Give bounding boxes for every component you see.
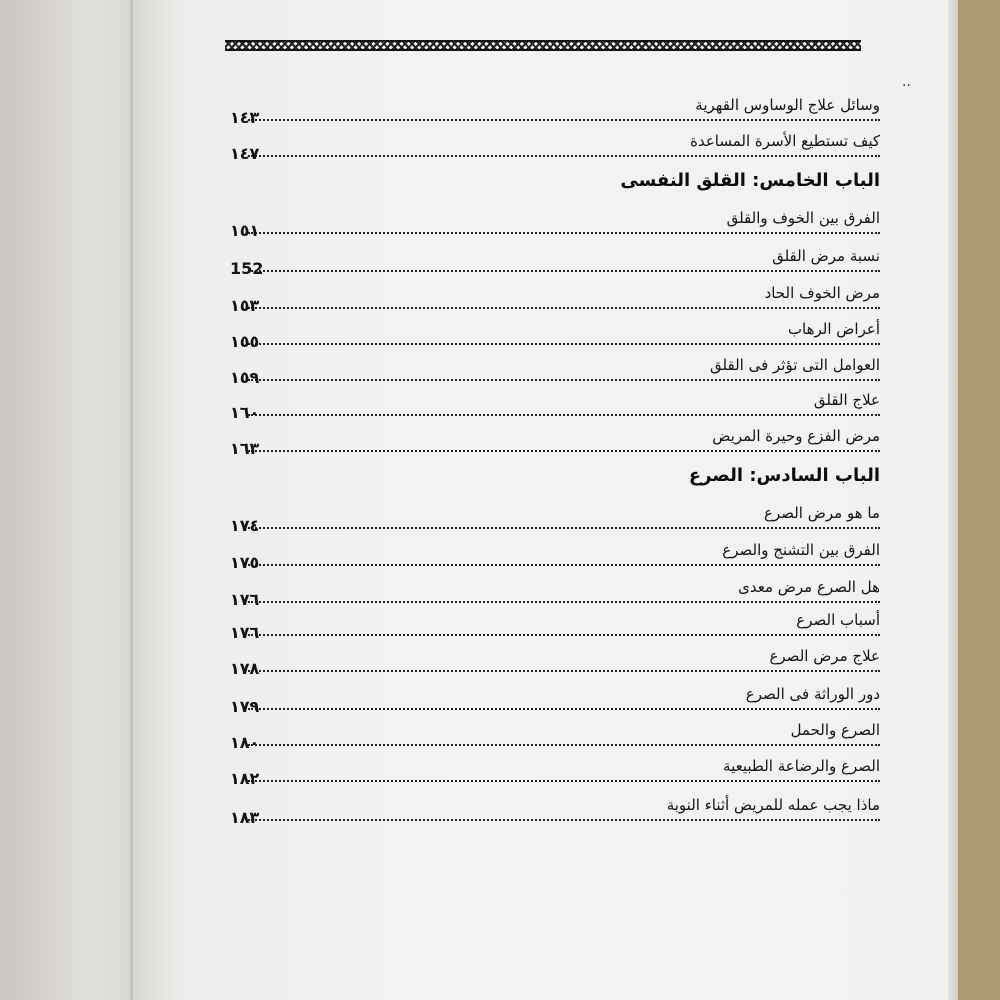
page-mark: .. [902, 74, 911, 90]
chapter-heading: الباب السادس: الصرع [688, 465, 880, 486]
toc-entry-title: مرض الخوف الحاد [764, 284, 880, 302]
dot-leader [248, 232, 880, 234]
dot-leader [248, 155, 880, 157]
dot-leader [248, 819, 880, 821]
dot-leader [248, 414, 880, 416]
toc-entry-title: أسباب الصرع [796, 611, 880, 629]
toc-entry-page: ١٧٦ [230, 590, 260, 609]
toc-entry-page: ١٥٣ [230, 296, 260, 315]
toc-entry-title: كيف تستطيع الأسرة المساعدة [690, 132, 880, 150]
toc-entry-title: علاج مرض الصرع [769, 647, 880, 665]
toc-entry-page: ١٨٣ [230, 808, 260, 827]
toc-entry-page: ١٧٥ [230, 553, 260, 572]
dot-leader [248, 601, 880, 603]
dot-leader [248, 270, 880, 272]
dot-leader [248, 708, 880, 710]
toc-entry-page: ١٦٠ [230, 403, 260, 422]
dot-leader [248, 119, 880, 121]
toc-entry-title: نسبة مرض القلق [772, 247, 880, 265]
toc-entry-title: ما هو مرض الصرع [764, 504, 880, 522]
toc-entry-page: ١٨٢ [230, 769, 260, 788]
toc-entry-title: مرض الفزع وحيرة المريض [712, 427, 880, 445]
toc-entry-title: الصرع والرضاعة الطبيعية [723, 757, 880, 775]
toc-entry-page: ١٧٨ [230, 659, 260, 678]
toc-entry-page: ١٥١ [230, 221, 260, 240]
toc-entry-title: دور الوراثة فى الصرع [745, 685, 880, 703]
dot-leader [248, 307, 880, 309]
chapter-heading: الباب الخامس: القلق النفسى [620, 170, 880, 191]
toc-entry-page: ١٧٩ [230, 697, 260, 716]
dot-leader [248, 527, 880, 529]
toc-entry-title: هل الصرع مرض معدى [738, 578, 880, 596]
toc-entry-title: العوامل التى تؤثر فى القلق [710, 356, 880, 374]
dot-leader [248, 780, 880, 782]
toc-entry-page: ١٥٩ [230, 368, 260, 387]
toc-entry-page: ١٧٤ [230, 516, 260, 535]
toc-entry-title: ماذا يجب عمله للمريض أثناء النوبة [666, 796, 880, 814]
toc-entry-page: ١٥٥ [230, 332, 260, 351]
toc-entry-title: علاج القلق [813, 391, 880, 409]
dot-leader [248, 634, 880, 636]
toc-entry-page: ١٤٧ [230, 144, 260, 163]
dot-leader [248, 450, 880, 452]
dot-leader [248, 670, 880, 672]
dot-leader [248, 744, 880, 746]
toc-entry-title: الفرق بين الخوف والقلق [726, 209, 880, 227]
toc-entry-page: ١٧٦ [230, 623, 260, 642]
toc-entry-page: ١٨٠ [230, 733, 260, 752]
toc-entry-page: ١٤٣ [230, 108, 260, 127]
toc-entry-page: ١٦٣ [230, 439, 260, 458]
toc-entry-title: الصرع والحمل [790, 721, 880, 739]
toc-entry-title: الفرق بين التشنج والصرع [722, 541, 880, 559]
toc-entry-page: 152 [230, 259, 264, 278]
toc-entry-title: أعراض الرهاب [787, 320, 880, 338]
dot-leader [248, 343, 880, 345]
dot-leader [248, 564, 880, 566]
dot-leader [248, 379, 880, 381]
toc-entry-title: وسائل علاج الوساوس القهرية [695, 96, 880, 114]
